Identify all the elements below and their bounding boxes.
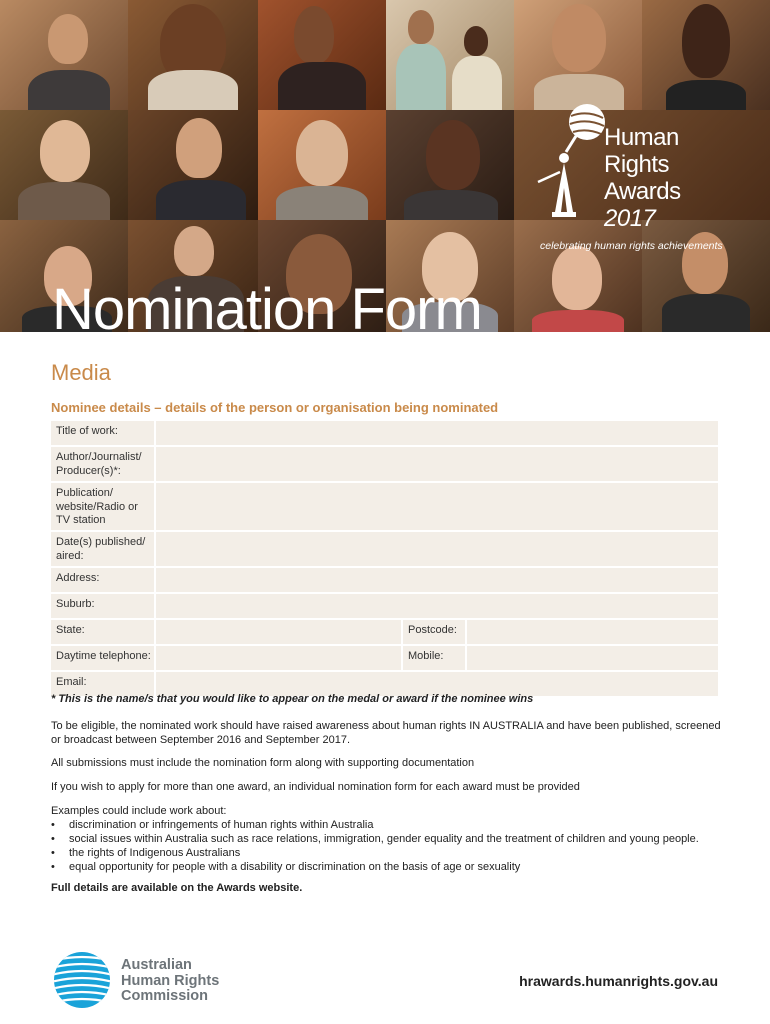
portrait-photo [258,0,386,110]
author-label: Author/Journalist/ Producer(s)*: [51,447,156,481]
awards-line: Human [604,124,679,151]
examples-intro: Examples could include work about: [51,805,227,817]
organisation-name [121,958,219,1005]
examples-block [51,804,731,874]
email-label: Email: [51,672,156,696]
list-item: • the rights of Indigenous Australians [51,846,731,860]
awards-line: Awards [604,178,681,205]
daytime-telephone-field[interactable] [156,646,403,670]
date-published-field[interactable] [156,532,718,566]
publication-label: Publication/ website/Radio or TV station [51,483,156,530]
eligibility-text: To be eligible, the nominated work should have raised awareness about human rights IN AUSTRALIA and have been published, screened or broadcast between September 2016 and September 2017. [51,720,721,746]
title-of-work-label: Title of work: [51,421,156,445]
date-published-label: Date(s) published/ aired: [51,532,156,566]
page-title: Nomination Form [52,277,482,332]
title-of-work-field[interactable] [156,421,718,445]
portrait-photo [128,0,258,110]
nomination-form [51,421,718,698]
address-field[interactable] [156,568,718,592]
list-item: • discrimination or infringements of human rights within Australia [51,818,731,832]
author-field[interactable] [156,447,718,481]
list-item: • equal opportunity for people with a disability or discrimination on the basis of age or sexuality [51,860,731,874]
state-label: State: [51,620,156,644]
category-heading: Media [51,360,111,385]
portrait-photo [128,110,258,220]
mobile-field[interactable] [467,646,718,670]
daytime-telephone-label: Daytime telephone: [51,646,156,670]
portrait-photo [0,0,128,110]
suburb-label: Suburb: [51,594,156,618]
awards-year: 2017 [604,205,656,232]
nominee-details-heading: Nominee details – details of the person or organisation being nominated [51,400,499,415]
postcode-label: Postcode: [403,620,467,644]
state-field[interactable] [156,620,403,644]
portrait-photo [0,110,128,220]
postcode-field[interactable] [467,620,718,644]
address-label: Address: [51,568,156,592]
portrait-photo [258,110,386,220]
organisation-line: Australian [121,957,192,973]
portrait-photo [386,0,514,110]
website-link[interactable]: hrawards.humanrights.gov.au [519,973,718,989]
examples-list [51,818,731,874]
documentation-text: All submissions must include the nomination form along with supporting documentation [51,757,475,769]
organisation-line: Commission [121,988,209,1004]
mobile-label: Mobile: [403,646,467,670]
header-photo-mosaic [0,0,770,332]
list-item: • social issues within Australia such as race relations, immigration, gender equality and the treatment of children and young people. [51,832,731,846]
globe-lines-icon [51,951,113,1009]
publication-field[interactable] [156,483,718,530]
awards-line: Rights [604,151,670,178]
awards-wordmark [604,124,681,232]
suburb-field[interactable] [156,594,718,618]
asterisk-note: * This is the name/s that you would like to appear on the medal or award if the nominee wins [51,693,534,705]
full-details-text: Full details are available on the Awards website. [51,882,303,894]
portrait-photo [386,110,514,220]
organisation-line: Human Rights [121,972,220,989]
awards-tagline: celebrating human rights achievements [540,240,723,252]
multiple-awards-text: If you wish to apply for more than one award, an individual nomination form for each award must be provided [51,781,580,793]
